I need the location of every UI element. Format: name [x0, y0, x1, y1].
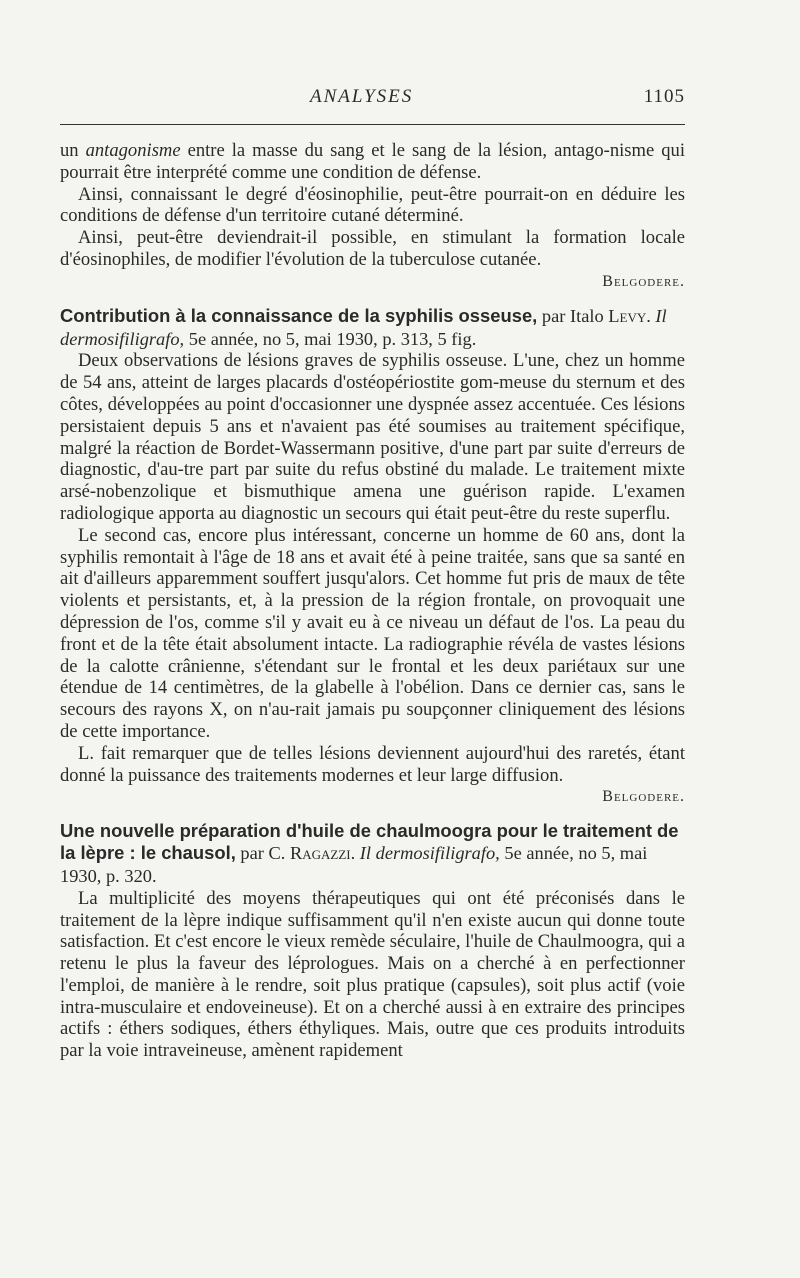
paragraph: Ainsi, peut-être deviendrait-il possible, en stimulant la formation locale d'éosinophiles, de modifier l'évolution de la tuberculose cutanée. [60, 227, 685, 270]
paragraph: Ainsi, connaissant le degré d'éosinophilie, peut-être pourrait-on en déduire les conditions de défense d'un territoire cutané déterminé. [60, 183, 685, 227]
journal-name: Il dermosifiligrafo, [355, 843, 500, 864]
header-rule [60, 124, 685, 125]
article-title: Contribution à la connaissance de la syphilis osseuse, [60, 304, 538, 326]
article-author: Ragazzi. [289, 843, 356, 864]
paragraph: un antagonisme entre la masse du sang et le sang de la lésion, antago-nisme qui pourrait être interprété comme une condition de défense. [60, 140, 685, 183]
journal-name: Il dermosifiligrafo, [60, 305, 667, 349]
paragraph: Deux observations de lésions graves de syphilis osseuse. L'une, chez un homme de 54 ans, atteint de larges placards d'ostéopériostite gom-meuse du sternum et des côtes, développées au point d'occasionner une dyspnée assez accentuée. Ces lésions persistaient depuis 5 ans et n'avaient pas été soumises au traitement spécifique, malgré la réaction de Bordet-Wassermann positive, d'une part par suite d'erreurs de diagnostic, d'au-tre part par suite du refus obstiné du malade. Le traitement mixte arsé-nobenzolique et bismuthique amena une guérison rapide. L'examen radiologique apporta au diagnostic un secours qui était peut-être du reste superflu. [60, 350, 685, 524]
paragraph: La multiplicité des moyens thérapeutiques qui ont été préconisés dans le traitement de la lèpre indique suffisamment qu'il n'en existe aucun qui donne toute satisfaction. Et c'est encore le vieux remède séculaire, l'huile de Chaulmoogra, qui a retenu le plus la faveur des léprologues. Mais on a cherché à en perfectionner l'emploi, de manière à le rendre, soit plus pratique (capsules), soit plus actif (voie intra-musculaire et endoveineuse). Et on a cherché aussi à en extraire des principes actifs : éthers sodiques, éthers éthyliques. Mais, outre que ces produits introduits par la voie intraveineuse, amènent rapidement [60, 887, 685, 1062]
page-number: 1105 [643, 86, 685, 107]
signature: Belgodere. [602, 788, 685, 806]
signature: Belgodere. [602, 272, 685, 290]
page-body [60, 140, 685, 1062]
emphasis: antagonisme [85, 140, 181, 161]
paragraph: L. fait remarquer que de telles lésions deviennent aujourd'hui des raretés, étant donné la puissance des traitements modernes et leur large diffusion. [60, 742, 685, 786]
running-header [60, 86, 685, 116]
article-title: Une nouvelle préparation d'huile de chaulmoogra pour le traitement de la lèpre : le chausol, [60, 820, 679, 864]
citation-details: 5e année, no 5, mai 1930, p. 313, 5 fig. [184, 328, 477, 349]
running-title: ANALYSES [310, 86, 414, 107]
citation-details: 5e année, no 5, mai 1930, p. 320. [60, 843, 648, 886]
article-heading: Une nouvelle préparation d'huile de chaulmoogra pour le traitement de la lèpre : le chausol, par C. Ragazzi. Il dermosifiligrafo, 5e année, no 5, mai 1930, p. 320. [60, 820, 679, 886]
article-heading: Contribution à la connaissance de la syphilis osseuse, par Italo Levy. Il dermosifiligrafo, 5e année, no 5, mai 1930, p. 313, 5 fig. [60, 304, 667, 349]
paragraph: Le second cas, encore plus intéressant, concerne un homme de 60 ans, dont la syphilis remontait à l'âge de 18 ans et avait été à peine traitée, sans que sa santé en ait d'ailleurs apparemment souffert jusqu'alors. Cet homme fut pris de maux de tête violents et persistants, et, à la pression de la région frontale, on provoquait une dépression de l'os, comme s'il y avait eu à ce niveau un défaut de l'os. La peau du front et de la tête était absolument intacte. La radiographie révéla de vastes lésions de la calotte crânienne, s'étendant sur le frontal et les deux pariétaux sur une étendue de 14 centimètres, de la glabelle à l'obélion. Dans ce dernier cas, sans le secours des rayons X, on n'au-rait jamais pu soupçonner cliniquement des lésions de cette importance. [60, 524, 685, 742]
article-author: Levy. [608, 305, 651, 326]
